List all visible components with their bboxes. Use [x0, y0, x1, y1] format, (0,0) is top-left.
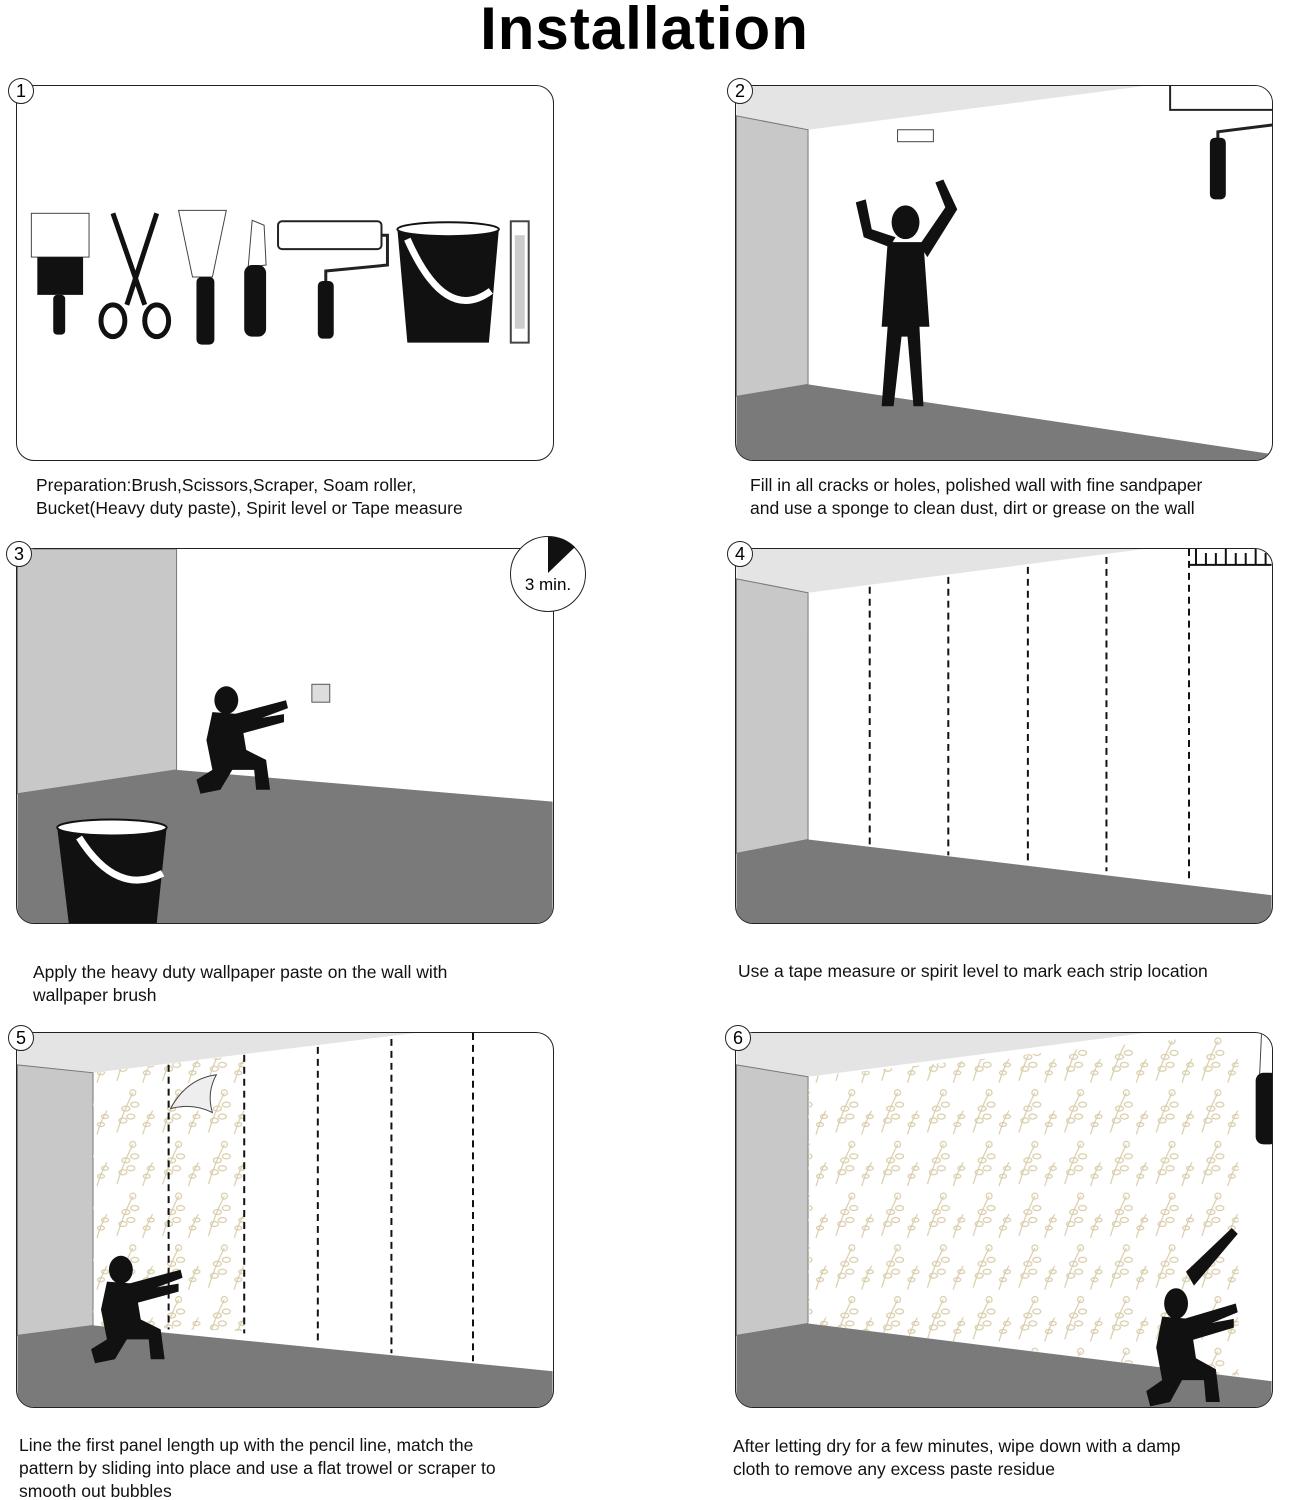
tape-measure-icon	[1189, 549, 1272, 565]
spirit-level-icon	[511, 221, 529, 342]
utility-knife-icon	[1256, 1033, 1272, 1144]
utility-knife-icon	[244, 220, 266, 336]
paint-roller-icon	[278, 221, 387, 338]
step-3-paste-illustration	[16, 548, 554, 924]
bucket-icon	[57, 820, 166, 923]
step-2-wall-prep-illustration	[735, 85, 1273, 461]
step-number: 2	[727, 78, 753, 104]
page-title: Installation	[480, 0, 809, 62]
strip-marks	[870, 549, 1189, 881]
brush-icon	[31, 213, 89, 334]
step-6-caption: After letting dry for a few minutes, wipe down with a damp cloth to remove any excess paste residue	[733, 1436, 1181, 1479]
scraper-icon	[179, 210, 227, 344]
step-number: 5	[8, 1025, 34, 1051]
step-4-measure-illustration	[735, 548, 1273, 924]
step-number: 6	[725, 1025, 751, 1051]
paint-roller-icon	[1170, 86, 1272, 199]
step-3-caption: Apply the heavy duty wallpaper paste on the wall with wallpaper brush	[33, 962, 448, 1005]
step-6-finish-illustration	[735, 1032, 1273, 1408]
scissors-icon	[101, 213, 169, 336]
timer-icon	[510, 536, 586, 612]
step-2-caption: Fill in all cracks or holes, polished wall with fine sandpaper and use a sponge to clean dust, dirt or grease on the wall	[750, 475, 1203, 518]
timer-label: 3 min.	[524, 575, 572, 594]
step-number: 1	[8, 78, 34, 104]
step-number: 4	[727, 541, 753, 567]
bucket-icon	[397, 222, 498, 342]
step-5-caption: Line the first panel length up with the pencil line, match the pattern by sliding into place and use a flat trowel or scraper to smooth out bubbles	[19, 1435, 496, 1500]
step-5-hang-illustration	[16, 1032, 554, 1408]
step-4-caption: Use a tape measure or spirit level to mark each strip location	[738, 961, 1208, 981]
step-1-tools-illustration	[16, 85, 554, 461]
step-1-caption: Preparation:Brush,Scissors,Scraper, Soam roller, Bucket(Heavy duty paste), Spirit level or Tape measure	[36, 475, 463, 518]
step-number: 3	[6, 541, 32, 567]
